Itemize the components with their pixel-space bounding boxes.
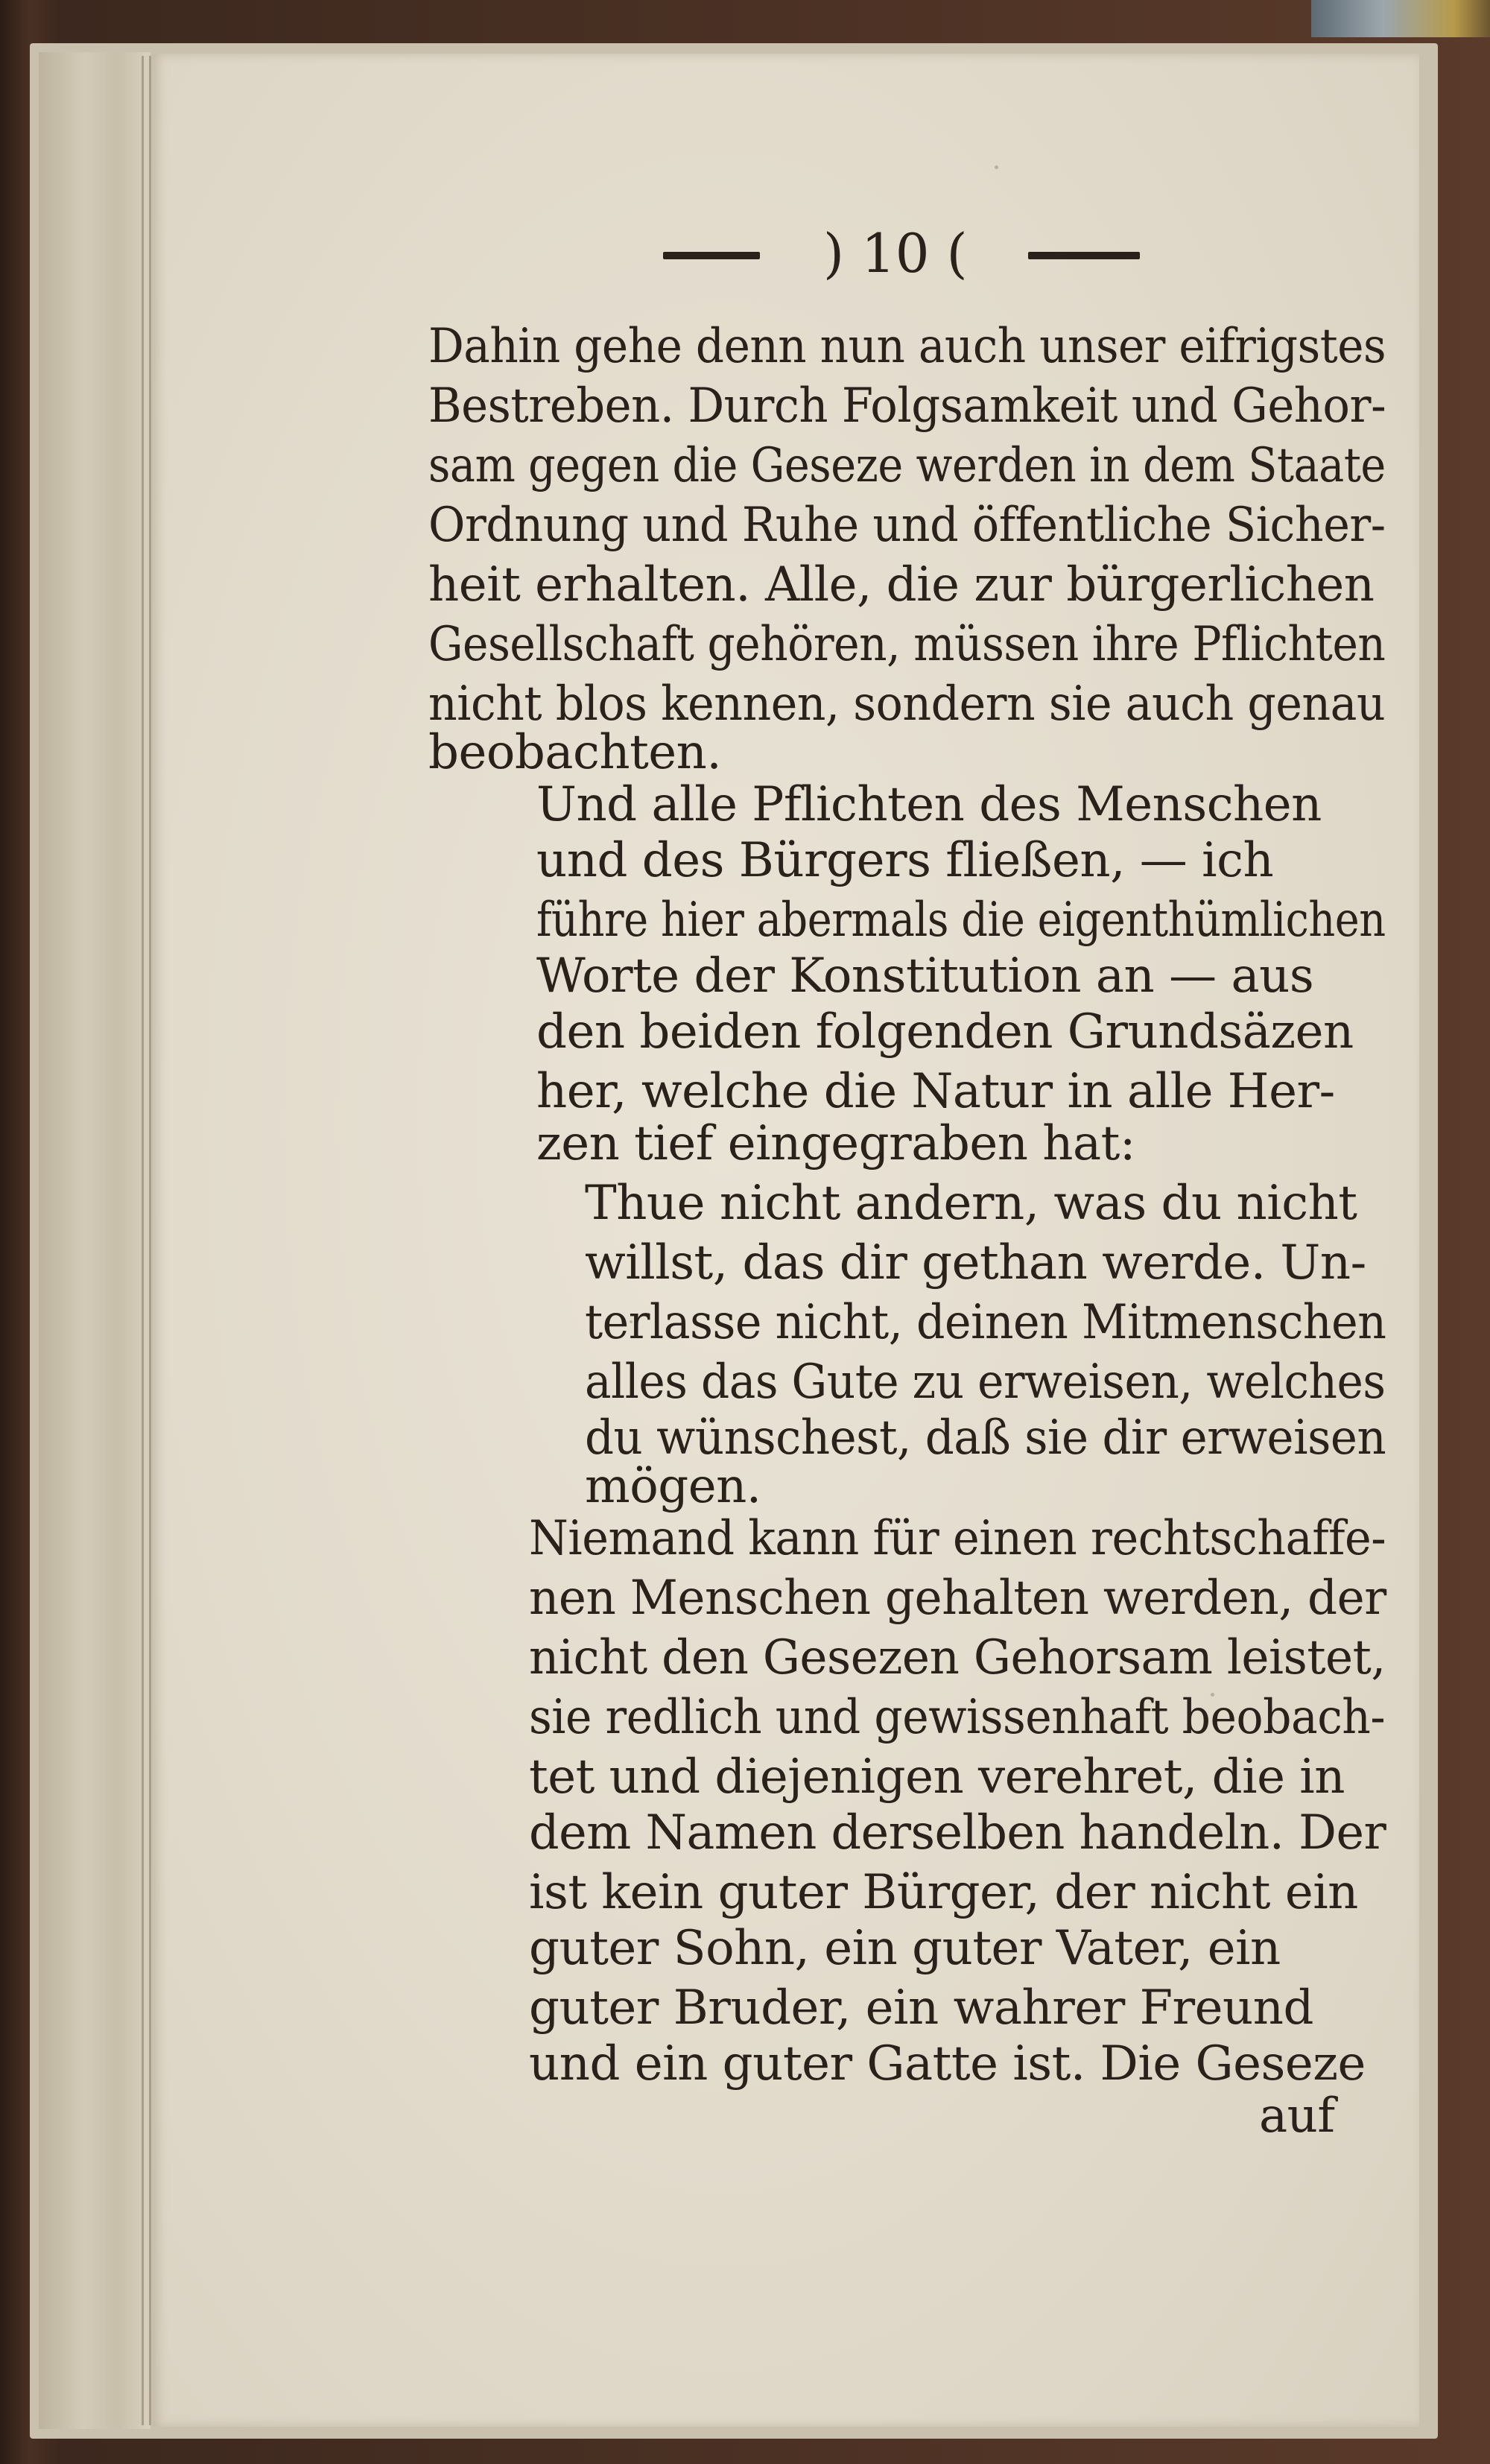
text-line: willst, das dir gethan werde. Un- [585, 1235, 1366, 1290]
text-line: heit erhalten. Alle, die zur bürgerlichen [428, 557, 1375, 612]
text-line: Thue nicht andern, was du nicht [585, 1176, 1357, 1231]
text-line: guter Bruder, ein wahrer Freund [529, 1980, 1313, 2036]
page-edge-strip [39, 52, 150, 2429]
text-line: nicht den Gesezen Gehorsam leistet, [529, 1630, 1386, 1685]
text-line: zen tief eingegraben hat: [536, 1116, 1135, 1171]
text-line: den beiden folgenden Grundsäzen [536, 1004, 1354, 1060]
text-line: mögen. [585, 1459, 761, 1514]
catchword: auf [1259, 2088, 1335, 2144]
text-line: her, welche die Natur in alle Her- [536, 1064, 1335, 1119]
paper-speck [995, 165, 998, 169]
text-line: beobachten. [428, 725, 722, 780]
text-line: guter Sohn, ein guter Vater, ein [529, 1921, 1281, 1976]
text-line: und des Bürgers fließen, — ich [536, 833, 1274, 888]
text-line: du wünschest, daß sie dir erweisen [585, 1410, 1386, 1466]
text-line: Bestreben. Durch Folgsamkeit und Gehor- [428, 379, 1386, 434]
page-edge-line [142, 56, 144, 2425]
page-number: ) 10 ( [823, 222, 968, 285]
text-line: Ordnung und Ruhe und öffentliche Sicher- [428, 498, 1386, 553]
text-line: nen Menschen gehalten werden, der [529, 1571, 1386, 1626]
text-line: nicht blos kennen, sondern sie auch genau [428, 677, 1386, 732]
text-line: dem Namen derselben handeln. Der [529, 1805, 1386, 1860]
page-edge-line [149, 56, 151, 2425]
text-line: Niemand kann für einen rechtschaffe- [529, 1511, 1386, 1566]
text-line: sie redlich und gewissenhaft beobach- [529, 1690, 1386, 1745]
text-line: ist kein guter Bürger, der nicht ein [529, 1865, 1358, 1920]
text-line: alles das Gute zu erweisen, welches [585, 1355, 1386, 1410]
text-line: Worte der Konstitution an — aus [536, 948, 1314, 1004]
text-line: sam gegen die Geseze werden in dem Staate [428, 438, 1386, 493]
text-line: Gesellschaft gehören, müssen ihre Pflichten [428, 617, 1386, 672]
text-line: Dahin gehe denn nun auch unser eifrigstes [428, 319, 1386, 374]
text-line: terlasse nicht, deinen Mitmenschen [585, 1295, 1386, 1350]
text-line: führe hier abermals die eigenthümlichen [536, 893, 1386, 948]
cover-edge-detail [1311, 0, 1490, 37]
header-rule-right [1028, 252, 1140, 259]
header-rule-left [663, 252, 760, 259]
text-line: Und alle Pflichten des Menschen [536, 777, 1322, 832]
text-line: und ein guter Gatte ist. Die Geseze [529, 2036, 1366, 2091]
text-line: tet und diejenigen verehret, die in [529, 1749, 1345, 1805]
